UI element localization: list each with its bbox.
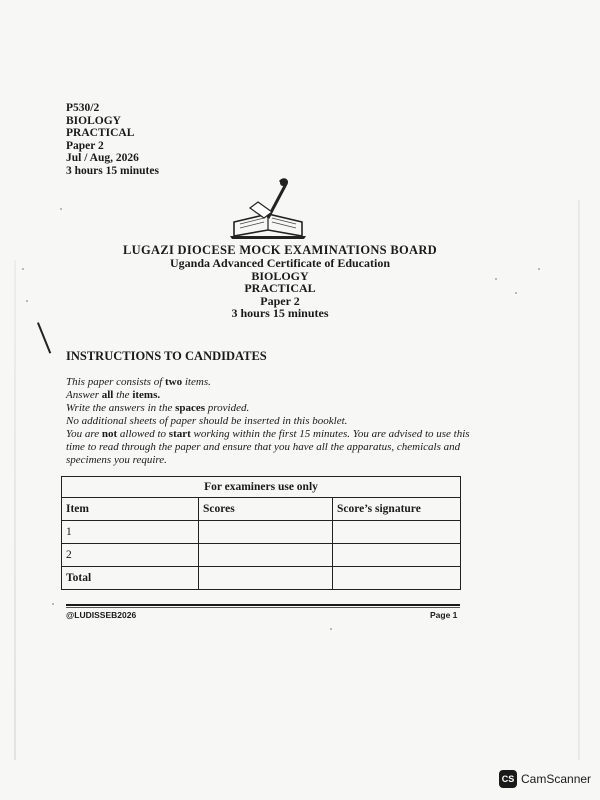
table-header-row bbox=[62, 498, 461, 521]
item-cell: 1 bbox=[62, 521, 199, 544]
signature-cell bbox=[333, 567, 461, 590]
scan-speck bbox=[495, 278, 497, 280]
paper-code: P530/2 bbox=[66, 102, 100, 114]
footer-copyright: @LUDISSEB2026 bbox=[66, 610, 137, 620]
exam-board: LUGAZI DIOCESE MOCK EXAMINATIONS BOARD bbox=[123, 243, 437, 257]
exam-duration: 3 hours 15 minutes bbox=[231, 306, 329, 320]
book-and-pen-logo-icon bbox=[228, 178, 308, 240]
instruction-line: No additional sheets of paper should be inserted in this booklet. bbox=[66, 415, 348, 427]
examiners-score-table bbox=[61, 476, 461, 590]
table-row bbox=[62, 544, 461, 567]
paper-subject: BIOLOGY bbox=[66, 114, 121, 127]
footer-divider bbox=[66, 604, 460, 606]
exam-paper: Paper 2 bbox=[260, 293, 300, 308]
column-header-scores: Scores bbox=[199, 498, 333, 521]
scan-speck bbox=[22, 268, 24, 270]
instruction-line: This paper consists of two items. bbox=[66, 376, 211, 388]
total-cell: Total bbox=[62, 567, 199, 590]
item-cell: 2 bbox=[62, 544, 199, 567]
column-header-item: Item bbox=[62, 498, 199, 521]
page-edge-shadow bbox=[14, 260, 16, 760]
table-caption-row bbox=[62, 477, 461, 498]
exam-level: Uganda Advanced Certificate of Education bbox=[170, 256, 390, 270]
page-edge-shadow bbox=[578, 200, 580, 760]
exam-type: PRACTICAL bbox=[244, 281, 316, 295]
scan-speck bbox=[52, 603, 54, 605]
score-cell bbox=[199, 567, 333, 590]
footer-divider bbox=[66, 607, 460, 608]
exam-title-block bbox=[100, 243, 460, 320]
table-row bbox=[62, 521, 461, 544]
instruction-line: Answer all the items. bbox=[66, 389, 161, 401]
paper-type: PRACTICAL bbox=[66, 127, 135, 139]
camscanner-watermark bbox=[499, 770, 591, 788]
paper-duration: 3 hours 15 minutes bbox=[66, 164, 159, 177]
paper-header bbox=[66, 102, 159, 177]
camscanner-label: CamScanner bbox=[521, 772, 592, 786]
exam-subject: BIOLOGY bbox=[251, 268, 309, 283]
scan-speck bbox=[515, 292, 517, 294]
table-caption: For examiners use only bbox=[62, 477, 461, 498]
instruction-line: You are not allowed to start working within the first 15 minutes. You are advised to use this time to read through the paper and ensure that you have all the apparatus, chemicals and specimens you require. bbox=[66, 428, 470, 466]
score-cell bbox=[199, 544, 333, 567]
paper-date: Jul / Aug, 2026 bbox=[66, 152, 139, 164]
signature-cell bbox=[333, 521, 461, 544]
scan-speck bbox=[26, 300, 28, 302]
page-number: Page 1 bbox=[430, 610, 458, 620]
scan-speck bbox=[330, 628, 332, 630]
instructions-heading: INSTRUCTIONS TO CANDIDATES bbox=[66, 349, 267, 363]
paper-number: Paper 2 bbox=[66, 139, 104, 152]
pen-mark bbox=[37, 322, 51, 353]
column-header-signature: Score’s signature bbox=[333, 498, 461, 521]
score-cell bbox=[199, 521, 333, 544]
table-row bbox=[62, 567, 461, 590]
instructions-list bbox=[66, 376, 476, 467]
scan-speck bbox=[60, 208, 62, 210]
signature-cell bbox=[333, 544, 461, 567]
camscanner-logo-icon: CS bbox=[499, 770, 517, 788]
scan-speck bbox=[538, 268, 540, 270]
instruction-line: Write the answers in the spaces provided. bbox=[66, 402, 250, 414]
